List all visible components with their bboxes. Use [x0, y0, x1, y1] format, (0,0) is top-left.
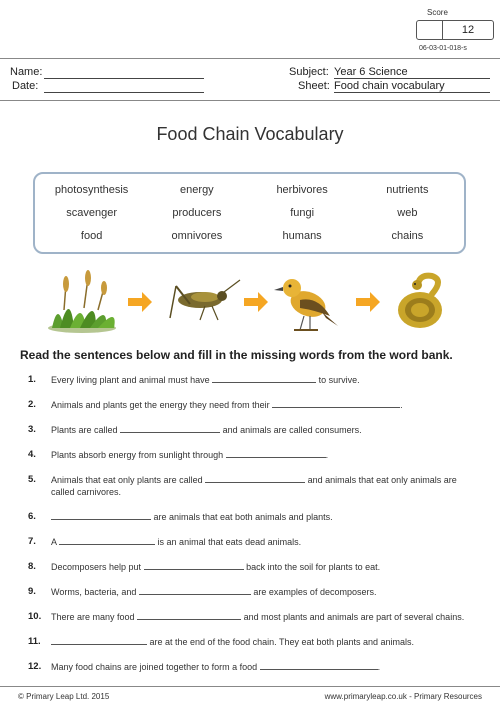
- question-text: to survive.: [318, 375, 360, 385]
- bird-icon: [274, 279, 338, 330]
- question-text: is an animal that eats dead animals.: [157, 537, 302, 547]
- question-number: 8.: [28, 561, 36, 572]
- word-bank-item: scavenger: [66, 206, 117, 219]
- snake-icon: [398, 276, 442, 328]
- score-value: 12: [461, 24, 475, 36]
- question-text: Every living plant and animal must have: [51, 375, 210, 385]
- sheet-code: 06-03-01-018-s: [419, 45, 467, 52]
- instruction-text: Read the sentences below and fill in the missing words from the word bank.: [20, 348, 453, 362]
- question-text: There are many food: [51, 612, 135, 622]
- grass-icon: [48, 270, 116, 333]
- question-text: .: [325, 450, 329, 460]
- answer-blank[interactable]: [137, 611, 241, 620]
- answer-blank[interactable]: [59, 536, 155, 545]
- question-text: .: [400, 400, 403, 410]
- footer-divider: [0, 686, 500, 687]
- question-number: 3.: [28, 424, 36, 435]
- answer-blank[interactable]: [260, 661, 378, 670]
- arrow-icon: [244, 292, 268, 312]
- question-number: 10.: [28, 611, 42, 622]
- question-text: Worms, bacteria, and: [51, 587, 137, 597]
- footer-website[interactable]: www.primaryleap.co.uk - Primary Resources: [324, 692, 482, 701]
- name-line[interactable]: [44, 78, 204, 79]
- question-text: are at the end of the food chain. They eat both plants and animals.: [149, 637, 415, 647]
- word-bank: [33, 172, 466, 254]
- word-bank-item: food: [80, 230, 103, 243]
- question-text: .: [377, 662, 381, 672]
- question-text: Plants absorb energy from sunlight through: [51, 450, 224, 460]
- question-text: are examples of decomposers.: [253, 587, 377, 597]
- question-number: 12.: [28, 661, 42, 672]
- arrow-icon: [356, 292, 380, 312]
- top-divider: [0, 58, 500, 59]
- question-number: 2.: [28, 399, 36, 410]
- subject-value: Year 6 Science: [334, 66, 490, 79]
- word-bank-item: humans: [282, 230, 322, 243]
- answer-blank[interactable]: [139, 586, 251, 595]
- question-number: 6.: [28, 511, 36, 522]
- question-text: Many food chains are joined together to form a food: [51, 662, 258, 672]
- question-text: and most plants and animals are part of several chains.: [243, 612, 465, 622]
- question-number: 5.: [28, 474, 36, 485]
- question-number: 4.: [28, 449, 36, 460]
- word-bank-item: nutrients: [386, 183, 429, 196]
- page-title: Food Chain Vocabulary: [156, 124, 344, 144]
- question-number: 9.: [28, 586, 36, 597]
- answer-blank[interactable]: [120, 424, 220, 433]
- question-text: Animals that eat only plants are called: [51, 475, 203, 485]
- score-label: Score: [427, 8, 448, 17]
- field-divider: [0, 100, 500, 101]
- question-text: back into the soil for plants to eat.: [246, 562, 381, 572]
- question-text: Decomposers help put: [51, 562, 142, 572]
- question-text: and animals are called consumers.: [222, 425, 362, 435]
- question-number: 7.: [28, 536, 36, 547]
- question-text: and animals that eat only animals are called carnivores.: [51, 475, 457, 497]
- subject-label: Subject:: [289, 66, 329, 78]
- grasshopper-icon: [170, 280, 240, 320]
- footer-copyright: © Primary Leap Ltd. 2015: [18, 692, 110, 701]
- score-blank[interactable]: [417, 21, 443, 39]
- answer-blank[interactable]: [51, 636, 147, 645]
- sheet-value: Food chain vocabulary: [334, 80, 490, 93]
- word-bank-item: herbivores: [276, 183, 328, 196]
- word-bank-item: energy: [180, 183, 214, 196]
- word-bank-item: producers: [172, 206, 222, 219]
- name-label: Name:: [10, 66, 43, 78]
- answer-blank[interactable]: [205, 474, 305, 483]
- answer-blank[interactable]: [226, 449, 326, 458]
- question-text: Animals and plants get the energy they need from their: [51, 400, 270, 410]
- word-bank-item: omnivores: [171, 230, 223, 243]
- question-text: A: [51, 537, 57, 547]
- answer-blank[interactable]: [51, 511, 151, 520]
- food-chain-illustration: [0, 270, 500, 340]
- sheet-label: Sheet:: [298, 80, 330, 92]
- question-text: are animals that eat both animals and plants.: [153, 512, 333, 522]
- word-bank-item: fungi: [290, 206, 315, 219]
- question-text: Plants are called: [51, 425, 118, 435]
- date-label: Date:: [12, 80, 39, 92]
- word-bank-item: chains: [391, 230, 424, 243]
- question-number: 1.: [28, 374, 36, 385]
- question-number: 11.: [28, 636, 41, 647]
- score-box: [416, 20, 494, 40]
- arrow-icon: [128, 292, 152, 312]
- answer-blank[interactable]: [212, 374, 316, 383]
- word-bank-item: photosynthesis: [54, 183, 129, 196]
- answer-blank[interactable]: [144, 561, 244, 570]
- date-line[interactable]: [44, 92, 204, 93]
- word-bank-item: web: [397, 206, 418, 219]
- answer-blank[interactable]: [272, 399, 400, 408]
